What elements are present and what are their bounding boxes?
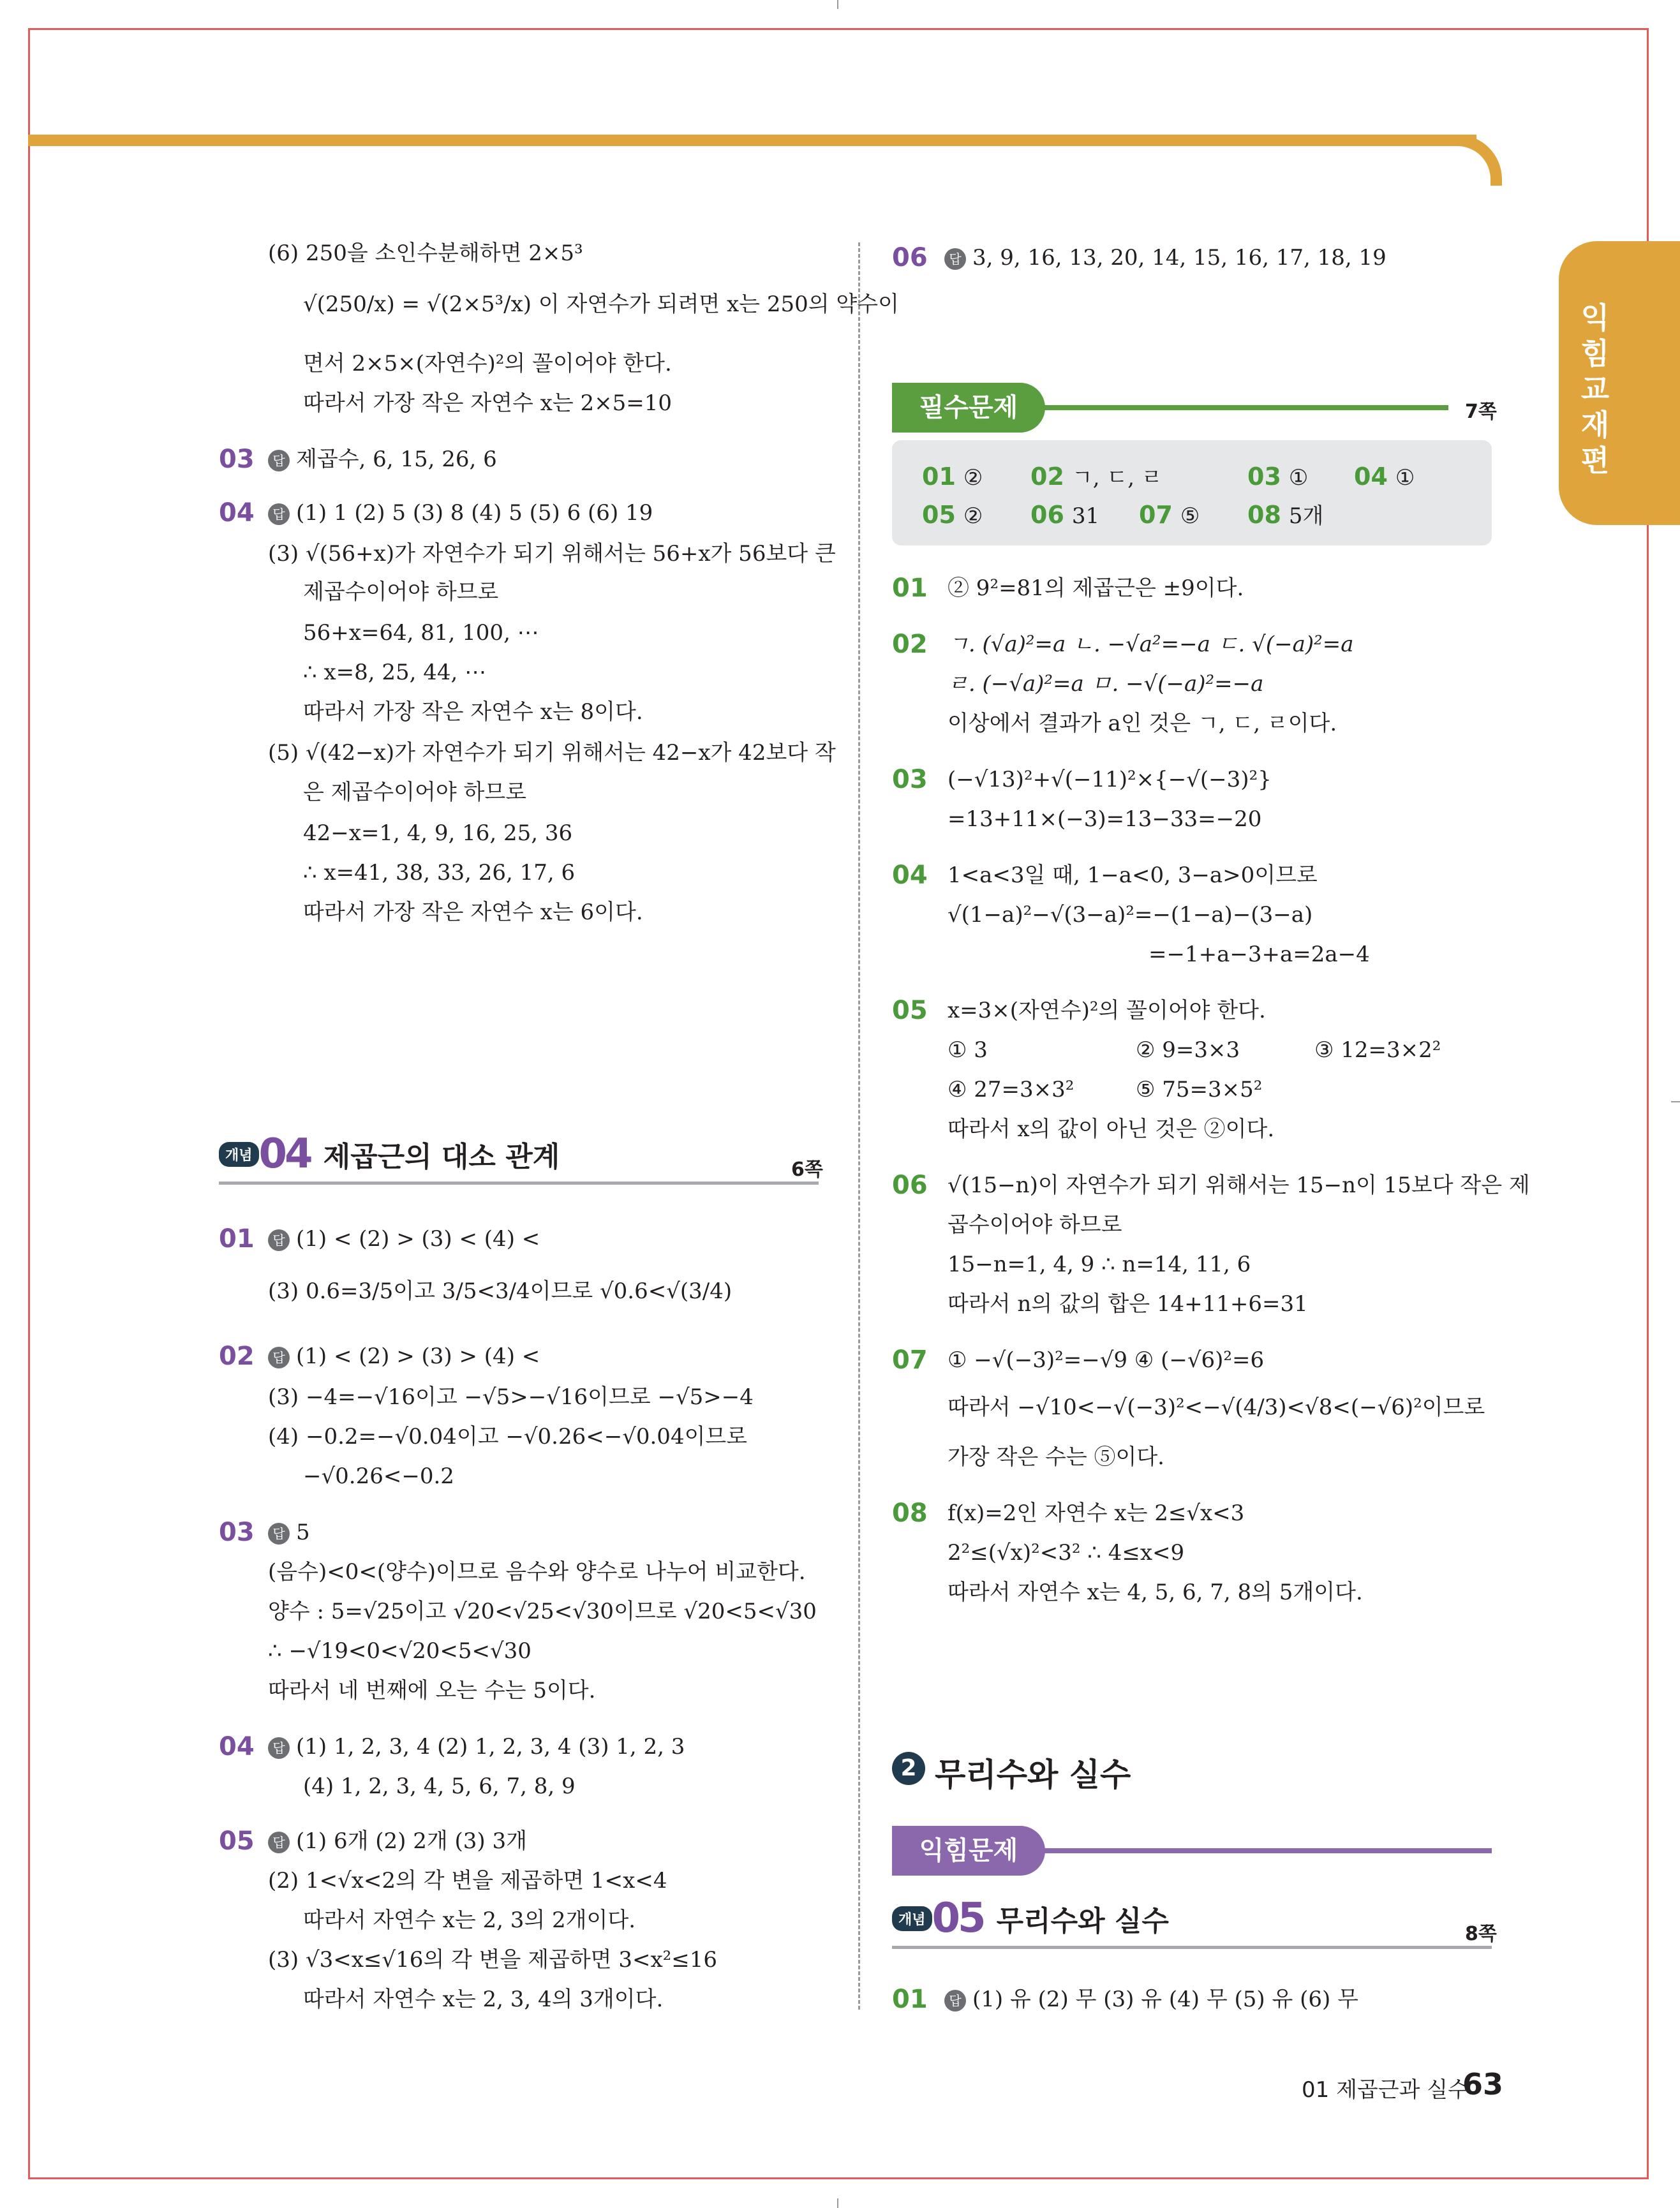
pilsu-page-ref: 7쪽 <box>1465 401 1497 423</box>
chapter-heading <box>892 1749 1131 1795</box>
concept-badge: 개념 <box>219 1142 259 1167</box>
answer-text: 제곱수, 6, 15, 26, 6 <box>296 447 497 472</box>
text-line: 면서 2×5×(자연수)²의 꼴이어야 한다. <box>303 351 672 376</box>
text-line: 제곱수이어야 하므로 <box>303 579 499 605</box>
answer-text: (1) 1 (2) 5 (3) 8 (4) 5 (5) 6 (6) 19 <box>296 500 653 526</box>
answer-summary-item <box>1354 463 1415 492</box>
answer-number: 04 <box>1354 463 1388 491</box>
option-item: ⑤ 75=3×5² <box>1136 1077 1263 1102</box>
answer-badge-icon: 답 <box>268 1832 290 1853</box>
answer-text: 3, 9, 16, 13, 20, 14, 15, 16, 17, 18, 19 <box>972 245 1386 270</box>
text-line: ∴ x=8, 25, 44, ⋯ <box>303 660 487 685</box>
option-item: ① 3 <box>948 1037 988 1063</box>
text-line: x=3×(자연수)²의 꼴이어야 한다. <box>948 998 1266 1023</box>
question-number: 07 <box>892 1345 928 1375</box>
text-line: =−1+a−3+a=2a−4 <box>1148 942 1370 967</box>
answer-number: 02 <box>1030 463 1064 491</box>
answer-line <box>268 1518 310 1546</box>
question-number: 04 <box>219 1732 255 1761</box>
section-underline <box>219 1182 819 1185</box>
section-page-ref: 8쪽 <box>1465 1923 1497 1945</box>
option-item: ④ 27=3×3² <box>948 1077 1074 1102</box>
question-number: 02 <box>219 1342 255 1371</box>
question-number: 08 <box>892 1499 928 1528</box>
column-divider <box>858 242 860 2010</box>
answer-badge-icon: 답 <box>944 248 966 270</box>
answer-number: 08 <box>1247 501 1281 529</box>
crop-mark <box>837 2198 838 2208</box>
question-number: 03 <box>219 1518 255 1547</box>
text-line: −√0.26<−0.2 <box>303 1463 454 1489</box>
answer-summary-item <box>922 463 983 492</box>
section-page-ref: 6쪽 <box>791 1159 823 1181</box>
text-line: √(250/x) = √(2×5³/x) 이 자연수가 되려면 x는 250의 약수이 <box>303 292 899 317</box>
ikhim-banner-line <box>1040 1848 1492 1853</box>
text-line: (−√13)²+√(−11)²×{−√(−3)²} <box>948 767 1272 792</box>
pilsu-banner: 필수문제 <box>892 383 1045 433</box>
question-number: 01 <box>892 1985 928 2014</box>
answer-number: 01 <box>922 463 956 491</box>
answer-badge-icon: 답 <box>268 1229 290 1251</box>
concept-badge: 개념 <box>892 1906 932 1931</box>
text-line: (6) 250을 소인수분해하면 2×5³ <box>268 241 583 266</box>
answer-summary-item <box>1139 501 1200 530</box>
answer-summary-item <box>1030 463 1163 492</box>
crop-mark <box>837 0 838 9</box>
top-accent-bar <box>28 135 1476 146</box>
text-line: 은 제곱수이어야 하므로 <box>303 780 527 805</box>
answer-number: 05 <box>922 501 956 529</box>
question-number: 01 <box>892 574 928 603</box>
answer-summary-item <box>1247 463 1308 492</box>
answer-line <box>944 1985 1358 2013</box>
text-line: (음수)<0<(양수)이므로 음수와 양수로 나누어 비교한다. <box>268 1559 806 1585</box>
answer-value: ① <box>1288 465 1309 491</box>
chapter-number: 2 <box>892 1752 925 1785</box>
crop-mark <box>1671 1101 1680 1102</box>
text-line: 따라서 가장 작은 자연수 x는 6이다. <box>303 900 643 925</box>
text-line: 15−n=1, 4, 9 ∴ n=14, 11, 6 <box>948 1252 1251 1277</box>
question-number: 04 <box>892 861 928 890</box>
section-header <box>892 1895 1169 1942</box>
answer-value: 31 <box>1071 503 1100 529</box>
section-number: 05 <box>932 1895 984 1942</box>
page-frame <box>28 28 1649 2179</box>
text-line: 따라서 n의 값의 합은 14+11+6=31 <box>948 1291 1308 1317</box>
text-line: (2) 1<√x<2의 각 변을 제곱하면 1<x<4 <box>268 1868 667 1893</box>
answer-value: ⑤ <box>1180 503 1200 529</box>
answer-badge-icon: 답 <box>268 1737 290 1759</box>
answer-value: 5개 <box>1288 503 1324 529</box>
answer-number: 06 <box>1030 501 1064 529</box>
question-number: 04 <box>219 498 255 528</box>
answer-summary-item <box>922 501 983 530</box>
text-line: (3) √(56+x)가 자연수가 되기 위해서는 56+x가 56보다 큰 <box>268 541 836 567</box>
answer-text: (1) < (2) > (3) < (4) < <box>296 1226 540 1252</box>
answer-summary-item <box>1247 501 1323 530</box>
answer-value: ① <box>1395 465 1415 491</box>
text-line: 따라서 자연수 x는 2, 3, 4의 3개이다. <box>303 1987 664 2012</box>
question-number: 06 <box>892 243 928 272</box>
text-line: 42−x=1, 4, 9, 16, 25, 36 <box>303 820 573 846</box>
answer-text: (1) 6개 (2) 2개 (3) 3개 <box>296 1828 527 1854</box>
section-header <box>219 1130 560 1178</box>
answer-badge-icon: 답 <box>268 450 290 471</box>
answer-number: 03 <box>1247 463 1281 491</box>
text-line: (4) −0.2=−√0.04이고 −√0.26<−√0.04이므로 <box>268 1424 748 1449</box>
text-line: (5) √(42−x)가 자연수가 되기 위해서는 42−x가 42보다 작 <box>268 740 836 766</box>
answer-badge-icon: 답 <box>268 1523 290 1545</box>
answer-value: ㄱ, ㄷ, ㄹ <box>1071 465 1163 491</box>
answer-number: 07 <box>1139 501 1173 529</box>
text-line: (3) √3<x≤√16의 각 변을 제곱하면 3<x²≤16 <box>268 1947 718 1973</box>
text-line: ① −√(−3)²=−√9 ④ (−√6)²=6 <box>948 1347 1265 1373</box>
text-line: 56+x=64, 81, 100, ⋯ <box>303 620 539 646</box>
answer-line <box>944 244 1386 272</box>
text-line: 따라서 x의 값이 아닌 것은 ②이다. <box>948 1116 1275 1142</box>
section-underline <box>892 1946 1492 1949</box>
question-number: 05 <box>892 996 928 1025</box>
text-line: f(x)=2인 자연수 x는 2≤√x<3 <box>948 1500 1245 1526</box>
text-line: ② 9²=81의 제곱근은 ±9이다. <box>948 575 1244 601</box>
chapter-title: 무리수와 실수 <box>935 1756 1131 1793</box>
text-line: 1<a<3일 때, 1−a<0, 3−a>0이므로 <box>948 863 1318 888</box>
answer-value: ② <box>963 503 983 529</box>
text-line: 따라서 자연수 x는 4, 5, 6, 7, 8의 5개이다. <box>948 1580 1363 1605</box>
answer-badge-icon: 답 <box>944 1990 966 2012</box>
question-number: 05 <box>219 1826 255 1856</box>
answer-line <box>268 445 497 473</box>
answer-text: (1) 유 (2) 무 (3) 유 (4) 무 (5) 유 (6) 무 <box>972 1987 1358 2012</box>
text-line: ㄹ. (−√a)²=a ㅁ. −√(−a)²=−a <box>948 671 1264 697</box>
answer-line <box>268 1733 685 1761</box>
text-line: 가장 작은 수는 ⑤이다. <box>948 1444 1164 1470</box>
text-line: 곱수이어야 하므로 <box>948 1212 1122 1238</box>
answer-line <box>268 1827 527 1855</box>
section-title: 제곱근의 대소 관계 <box>323 1141 560 1173</box>
answer-text: (1) 1, 2, 3, 4 (2) 1, 2, 3, 4 (3) 1, 2, 3 <box>296 1734 685 1760</box>
answer-line <box>268 1342 540 1370</box>
pilsu-banner-line <box>1040 405 1448 410</box>
answer-badge-icon: 답 <box>268 503 290 525</box>
text-line: 따라서 자연수 x는 2, 3의 2개이다. <box>303 1908 636 1933</box>
question-number: 03 <box>219 445 255 474</box>
section-title: 무리수와 실수 <box>996 1905 1169 1938</box>
text-line: ∴ −√19<0<√20<5<√30 <box>268 1638 532 1664</box>
page-number: 63 <box>1462 2067 1504 2101</box>
section-number: 04 <box>258 1130 311 1178</box>
text-line: (3) 0.6=3/5이고 3/5<3/4이므로 √0.6<√(3/4) <box>268 1278 732 1304</box>
question-number: 01 <box>219 1224 255 1254</box>
question-number: 03 <box>892 765 928 794</box>
footer-chapter: 01 제곱근과 실수 <box>1302 2077 1469 2103</box>
text-line: 따라서 네 번째에 오는 수는 5이다. <box>268 1678 596 1703</box>
text-line: (4) 1, 2, 3, 4, 5, 6, 7, 8, 9 <box>303 1774 576 1799</box>
option-item: ③ 12=3×2² <box>1314 1037 1441 1063</box>
text-line: 따라서 가장 작은 자연수 x는 8이다. <box>303 699 643 725</box>
question-number: 02 <box>892 630 928 659</box>
answer-text: 5 <box>296 1520 310 1545</box>
text-line: √(15−n)이 자연수가 되기 위해서는 15−n이 15보다 작은 제 <box>948 1173 1530 1198</box>
answer-line <box>268 499 653 527</box>
answer-text: (1) < (2) > (3) > (4) < <box>296 1344 540 1369</box>
text-line: 이상에서 결과가 a인 것은 ㄱ, ㄷ, ㄹ이다. <box>948 711 1337 736</box>
answer-summary-item <box>1030 501 1099 530</box>
answer-value: ② <box>963 465 983 491</box>
text-line: ㄱ. (√a)²=a ㄴ. −√a²=−a ㄷ. √(−a)²=a <box>948 632 1354 657</box>
answer-line <box>268 1225 540 1253</box>
text-line: 따라서 가장 작은 자연수 x는 2×5=10 <box>303 390 672 416</box>
side-tab-label: 익힘교재편 <box>1580 300 1610 478</box>
text-line: =13+11×(−3)=13−33=−20 <box>948 806 1262 832</box>
text-line: ∴ x=41, 38, 33, 26, 17, 6 <box>303 860 576 885</box>
question-number: 06 <box>892 1171 928 1200</box>
option-item: ② 9=3×3 <box>1136 1037 1240 1063</box>
text-line: 2²≤(√x)²<3² ∴ 4≤x<9 <box>948 1540 1185 1566</box>
text-line: 양수 : 5=√25이고 √20<√25<√30이므로 √20<5<√30 <box>268 1599 817 1624</box>
text-line: (3) −4=−√16이고 −√5>−√16이므로 −√5>−4 <box>268 1384 754 1410</box>
ikhim-banner: 익힘문제 <box>892 1826 1045 1876</box>
text-line: 따라서 −√10<−√(−3)²<−√(4/3)<√8<(−√6)²이므로 <box>948 1395 1485 1420</box>
answer-badge-icon: 답 <box>268 1347 290 1368</box>
text-line: √(1−a)²−√(3−a)²=−(1−a)−(3−a) <box>948 902 1313 928</box>
